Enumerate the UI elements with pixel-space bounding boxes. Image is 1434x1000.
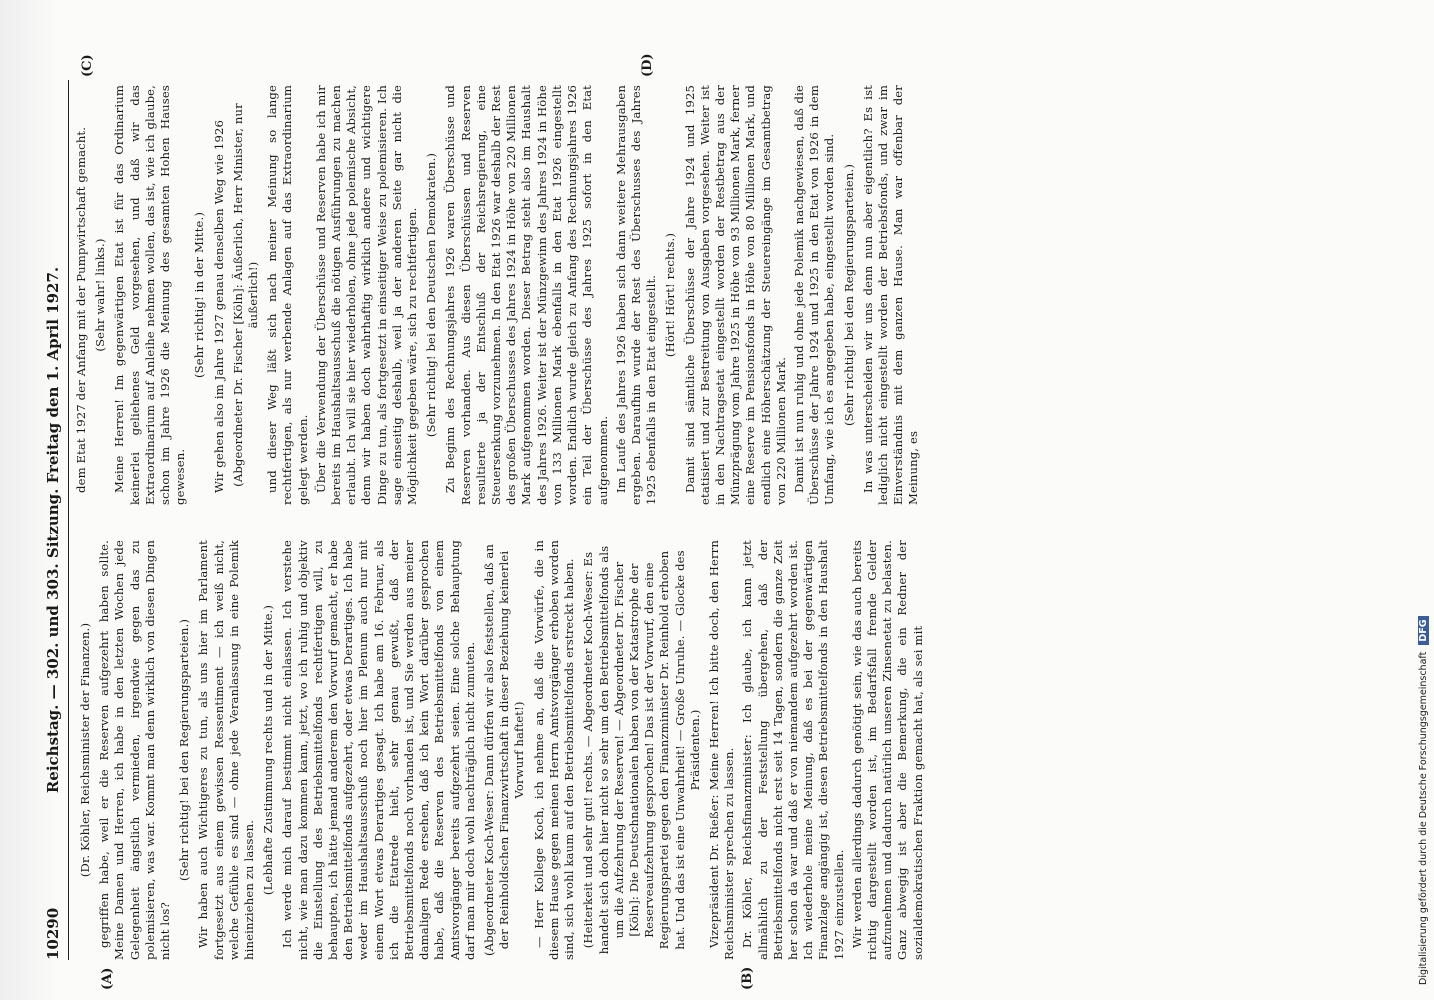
paragraph: Wir werden allerdings dadurch genötigt sein, wie das auch bereits richtig dargestellt worden ist, im Bedarfsfall fremde Gelder aufzunehmen und dadurch natürlich unseren Zinsenetat zu belasten. Ganz abwegig ist aber die Bemerkung, die ein Redner der sozialdemokratischen Fraktion gemacht hat, als sei mit — [849, 540, 925, 960]
margin-marker-c: (C) — [80, 54, 95, 77]
rotated-page-content — [40, 53, 1340, 990]
paragraph: dem Etat 1927 der Anfang mit der Pumpwirtschaft gemacht. — [74, 126, 88, 493]
digitization-credit — [1418, 5, 1429, 985]
paragraph: (Lebhafte Zustimmung rechts und in der Mitte.) — [261, 604, 276, 896]
left-text-column — [74, 540, 929, 960]
paragraph: Damit ist nun ruhig und ohne jede Polemik nachgewiesen, daß die Überschüsse der Jahre 1924 und 1925 in den Etat von 1926 in dem Umfang, wie ich es angegeben habe, eingestellt worden sind. — [791, 85, 837, 505]
paragraph: gegriffen habe, weil er die Reserven aufgezehrt haben sollte. Meine Damen und Herren, ich habe in den letzten Wochen jede Gelegenheit ängstlich vermieden, irgendwie gegen das zu polemisieren, was war. Kommt man denn wirklich von diesen Dingen nicht los? — [97, 540, 173, 960]
paragraph: Wir gehen also im Jahre 1927 genau denselben Weg wie 1926 — [211, 119, 226, 493]
paragraph: Im Laufe des Jahres 1926 haben sich dann weitere Mehrausgaben ergeben. Daraufhin wurde der Rest des Überschusses des Jahres 1925 ebenfalls in den Etat eingestellt. — [613, 85, 659, 505]
credit-text: Digitalisierung gefördert durch die Deutsche Forschungsgemeinschaft — [1418, 651, 1429, 985]
page-title: Reichstag. — 302. und 303. Sitzung. Freitag den 1. April 1927. — [44, 266, 62, 794]
page-header — [40, 80, 69, 960]
paragraph: (Sehr richtig! bei den Deutschen Demokraten.) — [424, 152, 439, 438]
paragraph: Damit sind sämtliche Überschüsse der Jahre 1924 und 1925 etatisiert und zur Bestreitung von Ausgaben vorgesehen. Weiter ist in den Nachtragsetat eingestellt worden der Restbetrag aus der Münzprägung vom Jahre 1925 in Höhe von 93 Millionen Mark, ferner eine Reserve im Pensionsfonds in Höhe von 80 Millionen Mark, und endlich eine Höherschätzung der Steuereingänge im Gesamtbetrag von 220 Millionen Mark. — [682, 85, 788, 505]
margin-marker-b: (B) — [740, 966, 755, 990]
paragraph: Zu Beginn des Rechnungsjahres 1926 waren Überschüsse und Reserven vorhanden. Aus diesen Überschüssen und Reserven resultierte ja der Entschluß der Reichsregierung, eine Steuersenkung vorzunehmen. In den Etat 1926 war deshalb der Rest des großen Überschusses des Jahres 1924 in Höhe von 220 Millionen Mark aufgenommen worden. Dieser Betrag steht also im Haushalt des Jahres 1926. Weiter ist der Münzgewinn des Jahres 1924 in Höhe von 133 Millionen Mark ebenfalls in den Etat 1926 eingestellt worden. Endlich wurde gleich zu Anfang des Rechnungsjahres 1926 ein Teil der Überschüsse des Jahres 1925 sofort in den Etat aufgenommen. — [443, 85, 610, 505]
paragraph: (Sehr richtig! in der Mitte.) — [192, 211, 207, 379]
paragraph: (Sehr wahr! links.) — [93, 238, 108, 352]
paragraph: In was unterscheiden wir uns denn nun aber eigentlich? Es ist lediglich nicht eingestellt worden der Betriebsfonds, und zwar im Einverständnis mit dem ganzen Hause. Man war offenbar der Meinung, es — [860, 85, 921, 505]
page-number: 10290 — [44, 907, 62, 960]
paragraph: (Abgeordneter Dr. Fischer [Köln]: Äußerlich, Herr Minister, nur äußerlich!) — [230, 103, 261, 487]
margin-marker-d: (D) — [640, 53, 655, 77]
margin-marker-a: (A) — [100, 967, 115, 990]
paragraph: Ich werde mich darauf bestimmt nicht einlassen. Ich verstehe nicht, wie man dazu kommen kann, jetzt, wo ich ruhig und objektiv die Einstellung des Betriebsmittelfonds rechtfertigen will, zu behaupten, ich hätte jemand anderem den Vorwurf gemacht, er habe den Betriebsmittelfonds aufgezehrt, oder etwas Derartiges. Ich habe weder im Haushaltsausschuß noch hier im Plenum auch nur mit einem Wort etwas Derartiges gesagt. Ich habe am 16. Februar, als ich die Etatrede hielt, sehr genau gewußt, daß der Betriebsmittelfonds noch vorhanden ist, und Sie werden aus meiner damaligen Rede ersehen, daß ich kein Wort darüber gesprochen habe, daß die Reserven des Betriebsmittelfonds von einem Amtsvorgänger bereits aufgezehrt seien. Eine solche Behauptung darf man mir doch wohl nachträglich nicht zumuten. — [280, 540, 477, 960]
right-text-column — [74, 85, 925, 505]
paragraph: Wir haben auch Wichtigeres zu tun, als uns hier im Parlament fortgesetzt aus einem gewissen Ressentiment — ich weiß nicht, welche Gefühle es sind — ohne jede Veranlassung in eine Polemik hineinziehen zu lassen. — [196, 540, 257, 960]
paragraph: Dr. Köhler, Reichsfinanzminister: Ich glaube, ich kann jetzt allmählich zu der Feststellung übergehen, daß der Betriebsmittelfonds nicht erst seit 14 Tagen, sondern die ganze Zeit her schon da war und daß er von niemandem aufgezehrt worden ist. Ich wiederhole meine Meinung, daß es bei der gegenwärtigen Finanzlage angängig ist, diesen Betriebsmittelfonds in den Haushalt 1927 einzustellen. — [740, 540, 846, 960]
paragraph: Meine Herren! Im gegenwärtigen Etat ist für das Ordinarium keinerlei geliehenes Geld vorgesehen, und daß wir das Extraordinarium auf Anleihe nehmen wollen, das ist, wie ich glaube, schon im Jahre 1926 die Meinung des gesamten Hohen Hauses gewesen. — [112, 85, 188, 505]
paragraph: Über die Verwendung der Überschüsse und Reserven habe ich mir bereits im Haushaltsausschuß die nötigen Ausführungen zu machen erlaubt. Ich will sie hier wiederholen, ohne jede polemische Absicht, denn wir haben doch wahrhaftig wirklich andere und wichtigere Dinge zu tun, als fortgesetzt in einseitiger Weise zu polemisieren. Ich sage einseitig deshalb, weil ja der anderen Seite gar nicht die Möglichkeit gegeben wäre, sich zu rechtfertigen. — [313, 85, 420, 505]
paragraph: (Heiterkeit und sehr gut! rechts. — Abgeordneter Koch-Weser: Es handelt sich doch hier nicht so sehr um den Betriebsmittelfonds als um die Aufzehrung der Reserven! — Abgeordneter Dr. Fischer [Köln]: Die Deutschnationalen haben von der Katastrophe der Reserveaufzehrung gesprochen! Das ist der Vorwurf, den eine Regierungspartei gegen den Finanzminister Dr. Reinhold erhoben hat. Und das ist eine Unwahrheit! — Große Unruhe. — Glocke des Präsidenten.) — [581, 545, 702, 955]
paragraph: (Sehr richtig! bei den Regierungsparteien.) — [177, 619, 192, 881]
paragraph: Vizepräsident Dr. Rießer: Meine Herren! Ich bitte doch, den Herrn Reichsminister sprechen zu lassen. — [706, 540, 737, 960]
paragraph: — Herr Kollege Koch, ich nehme an, daß die Vorwürfe, die in diesem Hause gegen meinen Herrn Amtsvorgänger erhoben worden sind, sich wohl kaum auf den Betriebsmittelfonds erstreckt haben. — [531, 540, 577, 960]
paragraph: (Dr. Köhler, Reichsminister der Finanzen.) — [78, 622, 92, 878]
paragraph: (Abgeordneter Koch-Weser: Dann dürfen wir also feststellen, daß an der Reinholdschen Finanzwirtschaft in dieser Beziehung keinerlei Vorwurf haftet!) — [482, 544, 527, 957]
dfg-logo: DFG — [1418, 616, 1429, 644]
paragraph: und dieser Weg läßt sich nach meiner Meinung so lange rechtfertigen, als nur werbende Anlagen auf das Extraordinarium gelegt werden. — [265, 85, 310, 505]
paragraph: (Hört! Hört! rechts.) — [663, 232, 678, 358]
paragraph: (Sehr richtig! bei den Regierungsparteien.) — [841, 164, 856, 426]
